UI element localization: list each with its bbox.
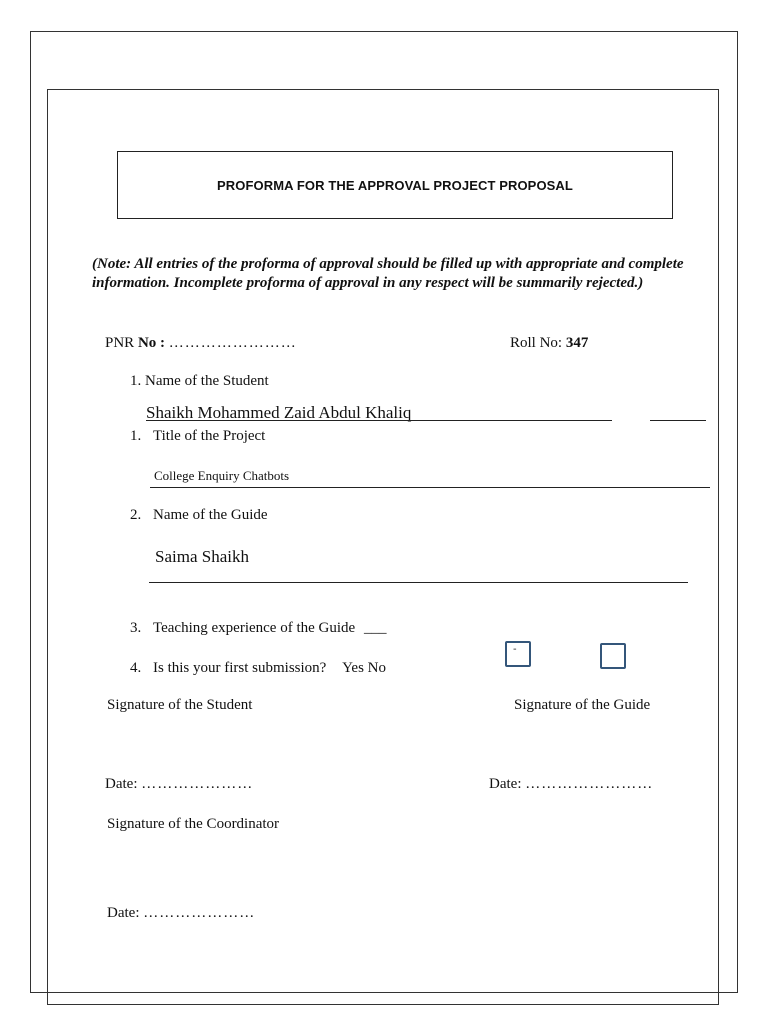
pnr-row	[105, 335, 297, 352]
roll-row	[510, 335, 588, 352]
student-date-row	[105, 776, 253, 793]
guide-name-label: Name of the Guide	[153, 507, 268, 523]
pnr-dots: ……………………	[168, 335, 297, 351]
roll-value: 347	[565, 335, 589, 351]
project-title-underline	[150, 487, 710, 488]
title-box	[117, 151, 673, 219]
student-name-underline-end	[650, 420, 706, 421]
project-title-label: Title of the Project	[153, 428, 266, 444]
project-title-num: 1.	[130, 428, 142, 444]
yes-checkbox-mark: -	[513, 644, 517, 655]
form-title: PROFORMA FOR THE APPROVAL PROJECT PROPOSAL	[217, 177, 573, 193]
student-name-value: Shaikh Mohammed Zaid Abdul Khaliq	[146, 403, 412, 422]
student-name-label: 1. Name of the Student	[130, 373, 269, 389]
guide-signature-label: Signature of the Guide	[514, 697, 651, 713]
guide-date-dots: ……………………	[525, 776, 654, 792]
project-title-row	[130, 428, 265, 445]
pnr-label-no: No :	[137, 335, 166, 351]
experience-num: 3.	[130, 620, 142, 636]
guide-date-label: Date:	[489, 776, 522, 792]
submission-row	[130, 660, 386, 677]
pnr-label: PNR	[105, 335, 135, 351]
guide-date-row	[489, 776, 653, 793]
experience-label: Teaching experience of the Guide	[153, 620, 356, 636]
student-date-label: Date:	[105, 776, 138, 792]
guide-name-num: 2.	[130, 507, 142, 523]
experience-blank: ___	[363, 620, 387, 636]
student-signature-label: Signature of the Student	[107, 697, 253, 713]
form-border	[47, 89, 719, 1005]
roll-label: Roll No:	[510, 335, 563, 351]
guide-name-underline	[149, 582, 688, 583]
coordinator-date-row	[107, 905, 255, 922]
student-name-underline	[146, 420, 612, 421]
guide-name-row	[130, 507, 268, 524]
no-checkbox[interactable]	[600, 643, 626, 669]
coordinator-signature-label: Signature of the Coordinator	[107, 816, 280, 832]
coordinator-date-label: Date:	[107, 905, 140, 921]
guide-name-value: Saima Shaikh	[155, 547, 249, 566]
coordinator-date-dots: …………………	[143, 905, 256, 921]
submission-num: 4.	[130, 660, 142, 676]
project-title-value: College Enquiry Chatbots	[154, 468, 290, 483]
yes-checkbox[interactable]	[505, 641, 531, 667]
experience-row	[130, 620, 386, 637]
student-date-dots: …………………	[141, 776, 254, 792]
submission-label: Is this your first submission?	[153, 660, 327, 676]
note-text: (Note: All entries of the proforma of approval should be filled up with appropriate and complete information. Incomplete proforma of approval in any respect will be summarily rejected.)	[92, 256, 684, 291]
submission-options: Yes No	[342, 660, 387, 676]
